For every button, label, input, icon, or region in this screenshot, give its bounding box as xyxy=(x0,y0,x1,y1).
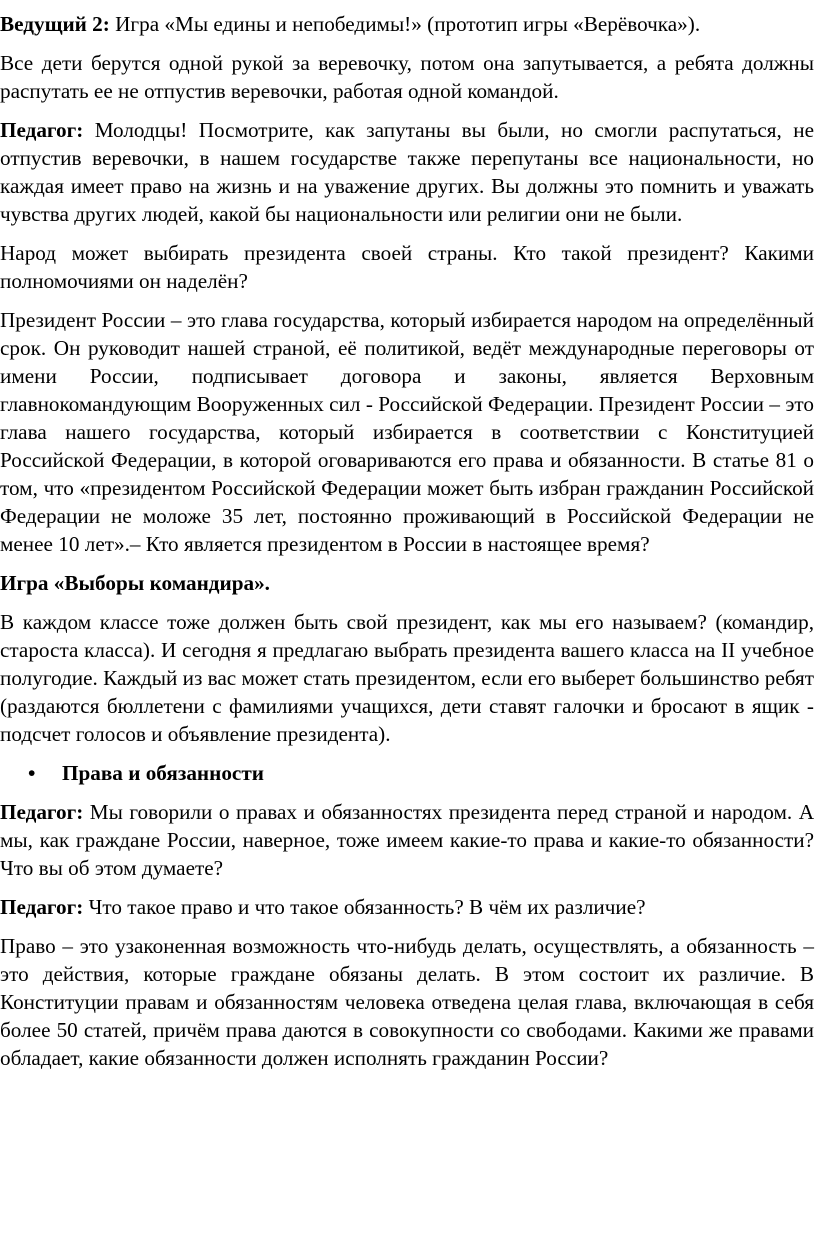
paragraph-text: Молодцы! Посмотрите, как запутаны вы были, но смогли распутаться, не отпустив веревочки, в нашем государстве также перепутаны все национальности, но каждая имеет право на жизнь и на уважение других. Вы должны это помнить и уважать чувства других людей, какой бы национальности или религии они не были. xyxy=(0,118,814,226)
paragraph-host-2 xyxy=(0,10,814,38)
speaker-label: Ведущий 2: xyxy=(0,12,110,36)
paragraph-teacher-3 xyxy=(0,893,814,921)
paragraph-class-president xyxy=(0,608,814,748)
paragraph-text: Что такое право и что такое обязанность? В чём их различие? xyxy=(83,895,646,919)
bullet-item-rights-duties xyxy=(0,759,814,787)
speaker-label: Педагог: xyxy=(0,118,84,142)
speaker-label: Педагог: xyxy=(0,800,84,824)
paragraph-president-description xyxy=(0,306,814,558)
paragraph-text: В каждом классе тоже должен быть свой президент, как мы его называем? (командир, староста класса). И сегодня я предлагаю выбрать президента вашего класса на II учебное полугодие. Каждый из вас может стать президентом, если его выберет большинство ребят (раздаются бюллетени с фамилиями учащихся, дети ставят галочки и бросают в ящик - подсчет голосов и объявление президента). xyxy=(0,610,814,746)
speaker-label: Педагог: xyxy=(0,895,84,919)
paragraph-text: Президент России – это глава государства, который избирается народом на определённый срок. Он руководит нашей страной, её политикой, ведёт международные переговоры от имени России, подписывает договора и законы, является Верховным главнокомандующим Вооруженных сил - Российской Федерации. Президент России – это глава нашего государства, который избирается в соответствии с Конституцией Российской Федерации, в которой оговариваются его права и обязанности. В статье 81 о том, что «президентом Российской Федерации может быть избран гражданин Российской Федерации не моложе 35 лет, постоянно проживающий в Российской Федерации не менее 10 лет».– Кто является президентом в России в настоящее время? xyxy=(0,308,814,556)
paragraph-right-definition xyxy=(0,932,814,1072)
heading-commander-election xyxy=(0,569,814,597)
paragraph-rope-game xyxy=(0,49,814,105)
paragraph-text: Игра «Мы едины и непобедимы!» (прототип игры «Верёвочка»). xyxy=(109,12,701,36)
section-heading: Игра «Выборы командира». xyxy=(0,571,270,595)
paragraph-text: Все дети берутся одной рукой за веревочку, потом она запутывается, а ребята должны распутать ее не отпустив веревочки, работая одной командой. xyxy=(0,51,814,103)
paragraph-text: Народ может выбирать президента своей страны. Кто такой президент? Какими полномочиями он наделён? xyxy=(0,241,814,293)
paragraph-teacher-1 xyxy=(0,116,814,228)
paragraph-text: Право – это узаконенная возможность что-нибудь делать, осуществлять, а обязанность – это действия, которые граждане обязаны делать. В этом состоит их различие. В Конституции правам и обязанностям человека отведена целая глава, включающая в себя более 50 статей, причём права даются в совокупности со свободами. Какими же правами обладает, какие обязанности должен исполнять гражданин России? xyxy=(0,934,814,1070)
paragraph-text: Мы говорили о правах и обязанностях президента перед страной и народом. А мы, как граждане России, наверное, тоже имеем какие-то права и какие-то обязанности? Что вы об этом думаете? xyxy=(0,800,814,880)
bullet-icon: • xyxy=(28,761,36,785)
paragraph-president-question xyxy=(0,239,814,295)
bullet-text: Права и обязанности xyxy=(62,761,264,785)
paragraph-teacher-2 xyxy=(0,798,814,882)
